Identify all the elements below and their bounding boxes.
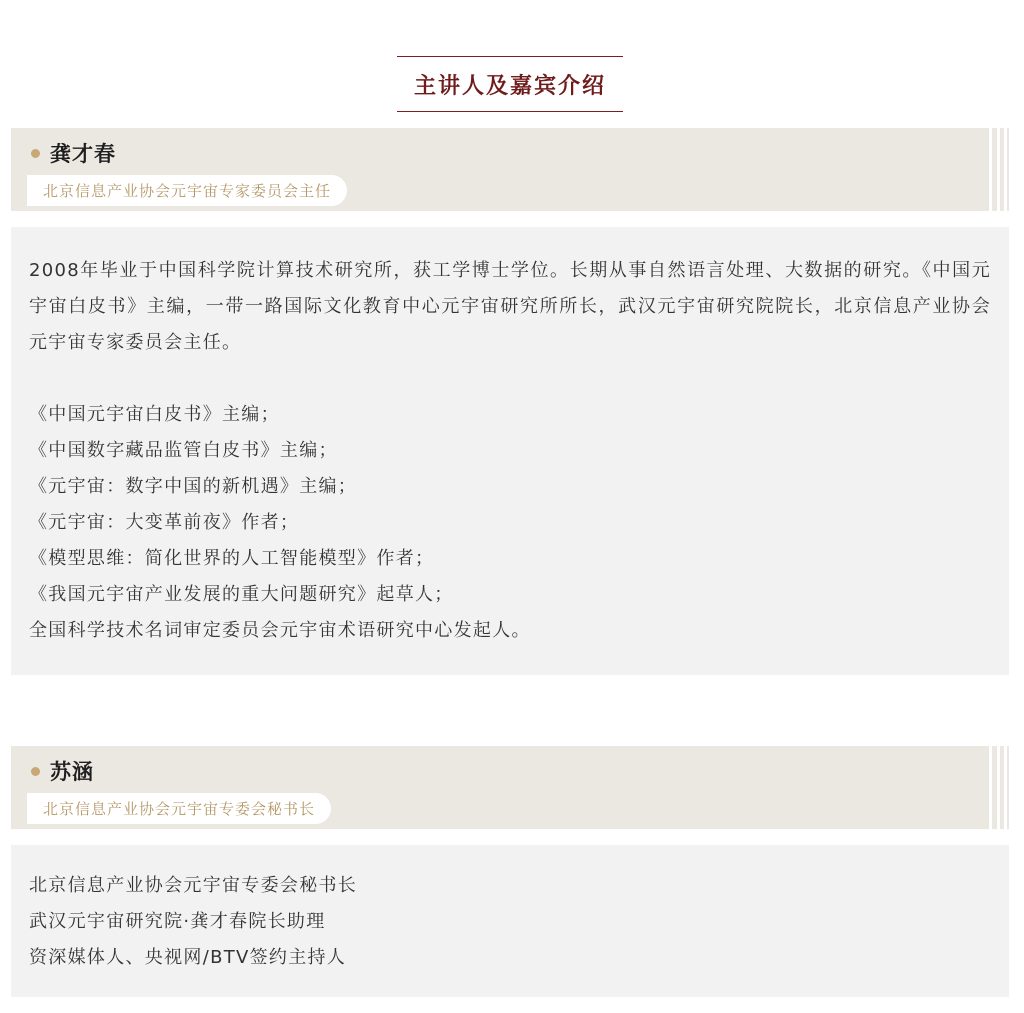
bio-line: 武汉元宇宙研究院·龚才春院长助理 [29,911,326,932]
person-title-tag: 北京信息产业协会元宇宙专家委员会主任 [27,175,347,206]
bio-line: 《模型思维：简化世界的人工智能模型》作者； [29,548,435,569]
bullet-dot-icon [31,767,40,776]
bio-line: 《中国元宇宙白皮书》主编； [29,404,280,425]
person-bio [11,227,1009,675]
bio-line: 《我国元宇宙产业发展的重大问题研究》起草人； [29,584,454,605]
decorative-stripes [987,746,1009,829]
person-name: 苏涵 [50,760,94,784]
person-bio [11,845,1009,997]
section-title: 主讲人及嘉宾介绍 [397,56,623,112]
person-name-row [31,138,116,168]
bullet-dot-icon [31,149,40,158]
bio-line: 《中国数字藏品监管白皮书》主编； [29,440,338,461]
bio-line: 《元宇宙：大变革前夜》作者； [29,512,300,533]
person-card-header [11,128,1009,211]
person-name-row [31,756,94,786]
bio-line: 《元宇宙：数字中国的新机遇》主编； [29,476,358,497]
bio-list [29,868,991,976]
decorative-stripes [987,128,1009,211]
bio-line: 北京信息产业协会元宇宙专委会秘书长 [29,875,358,896]
section-header [0,56,1024,114]
bio-list [29,397,991,649]
bio-line: 资深媒体人、央视网/BTV签约主持人 [29,947,347,968]
person-card-header [11,746,1009,829]
bio-line: 全国科学技术名词审定委员会元宇宙术语研究中心发起人。 [29,620,531,641]
person-name: 龚才春 [50,142,116,166]
bio-paragraph: 2008年毕业于中国科学院计算技术研究所，获工学博士学位。长期从事自然语言处理、大数据的研究。《中国元宇宙白皮书》主编，一带一路国际文化教育中心元宇宙研究所所长，武汉元宇宙研究院院长，北京信息产业协会元宇宙专家委员会主任。 [29,260,991,353]
person-title-tag: 北京信息产业协会元宇宙专委会秘书长 [27,793,331,824]
